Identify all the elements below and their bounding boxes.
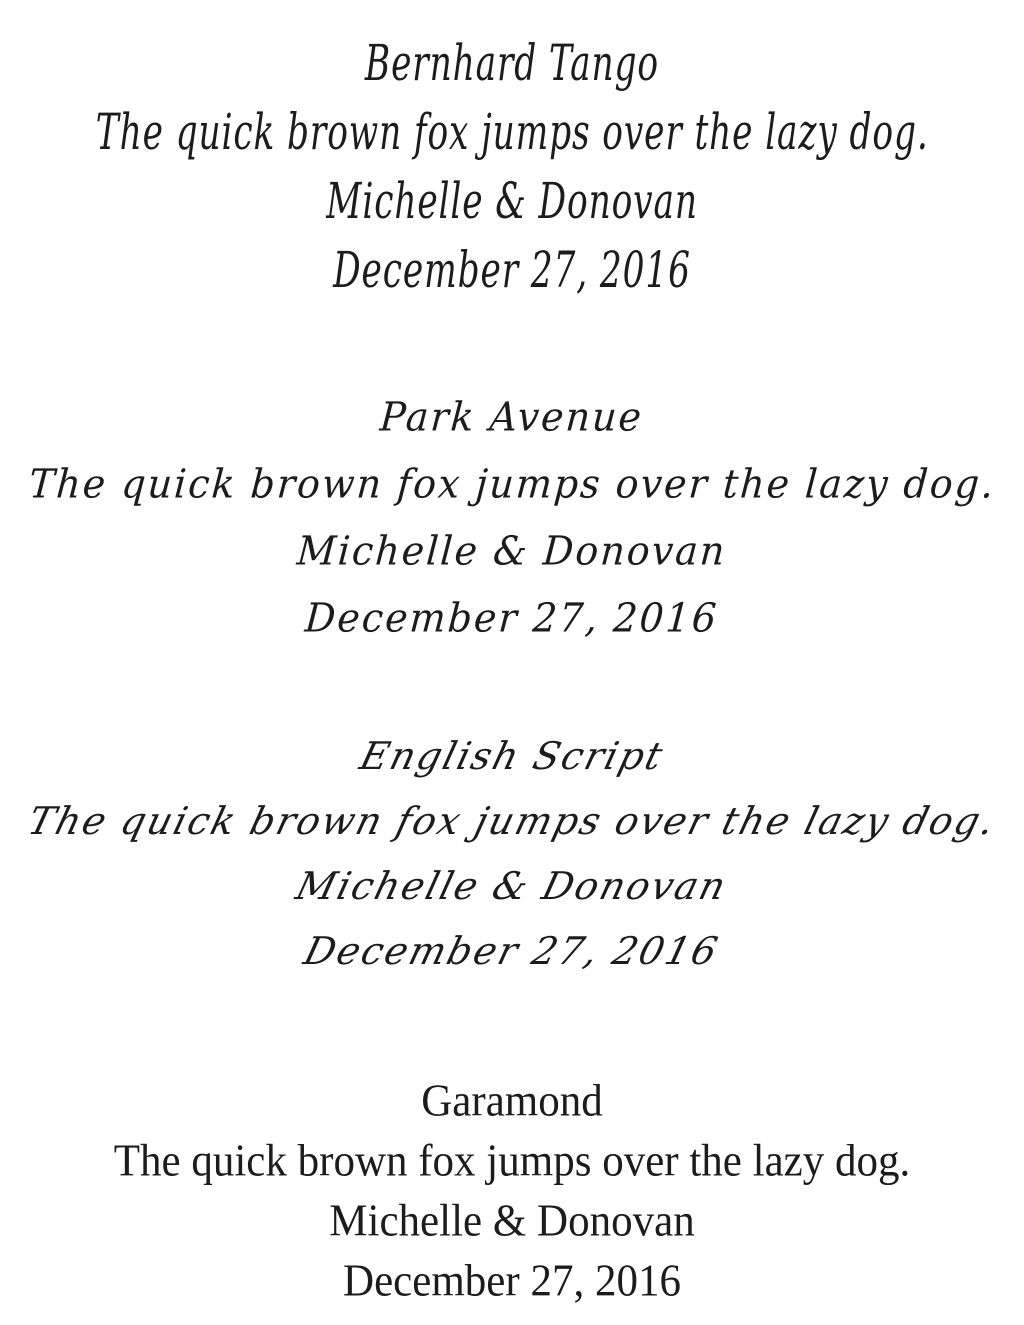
font-name: English Script <box>355 734 669 778</box>
event-date-line: December 27, 2016 <box>343 1256 681 1307</box>
couple-names-line: Michelle & Donovan <box>291 864 733 908</box>
pangram-line: The quick brown fox jumps over the lazy dog. <box>23 799 1001 843</box>
font-sample-park-avenue <box>0 384 1024 652</box>
couple-names-line: Michelle & Donovan <box>329 1196 695 1247</box>
pangram-line: The quick brown fox jumps over the lazy dog. <box>95 104 929 162</box>
font-name: Garamond <box>421 1076 603 1127</box>
event-date-line: December 27, 2016 <box>300 929 725 973</box>
event-date-line: December 27, 2016 <box>333 242 691 300</box>
event-date-line: December 27, 2016 <box>303 594 721 642</box>
pangram-line: The quick brown fox jumps over the lazy dog. <box>27 460 997 508</box>
font-name: Park Avenue <box>378 393 646 441</box>
font-sample-garamond <box>0 1072 1024 1312</box>
font-sample-english-script <box>0 724 1024 984</box>
font-sample-bernhard-tango <box>0 30 1024 306</box>
couple-names-line: Michelle & Donovan <box>326 173 698 231</box>
font-name: Bernhard Tango <box>364 35 660 93</box>
couple-names-line: Michelle & Donovan <box>295 527 729 575</box>
pangram-line: The quick brown fox jumps over the lazy dog. <box>113 1136 911 1187</box>
